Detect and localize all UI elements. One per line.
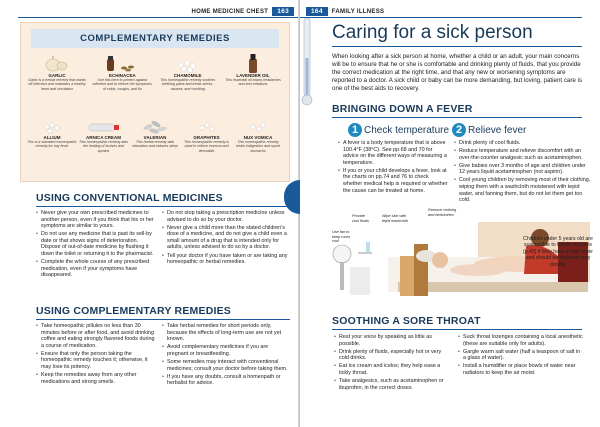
step-2-number: 2 xyxy=(452,123,466,137)
throat-rule xyxy=(332,329,582,330)
complementary-heading: USING COMPLEMENTARY REMEDIES xyxy=(36,305,232,317)
list-item: • Tell your doctor if you have taken or are taking any homeopathic or herbal remedies. xyxy=(162,253,290,266)
list-item: • Avoid complementary medicines if you are pregnant or breastfeeding. xyxy=(162,344,290,357)
step-1-number: 1 xyxy=(348,123,362,137)
step-1 xyxy=(348,123,449,137)
remedy-desc: Use this herb to protect against infection and to relieve the symptoms of colds, coughs, and flu xyxy=(92,78,152,91)
remedy-garlic xyxy=(27,53,87,91)
list-item: • Take herbal remedies for short periods only, because the effects of long-term use are not yet known. xyxy=(162,323,290,343)
step-2 xyxy=(452,123,526,137)
lavender-oil-image xyxy=(223,53,283,73)
remedy-nux-vomica xyxy=(233,115,283,153)
list-item: • Eat ice cream and icelos; they help ease a tickly throat. xyxy=(334,363,452,376)
list-item: • Do not stop taking a prescription medicine unless advised to do so by your doctor. xyxy=(162,210,290,223)
list-item: • Drink plenty of cool fluids. xyxy=(454,140,592,147)
step-1-label: Check temperature xyxy=(364,124,450,136)
running-head-right-label: FAMILY ILLNESS xyxy=(331,8,385,15)
remedy-row-1 xyxy=(27,53,283,91)
chamomile-image xyxy=(158,53,218,73)
remedy-desc: This herbal remedy aids relaxation and induces sleep xyxy=(132,140,178,149)
conventional-rule xyxy=(36,206,290,207)
right-page xyxy=(300,0,600,427)
title-rule xyxy=(332,46,582,47)
callout-wipe: Wipe skin with tepid washcloth xyxy=(382,214,409,223)
remedy-desc: This homeopathic remedy is used to relieve eczema and dermatitis xyxy=(184,140,229,153)
header-rule-right xyxy=(300,17,582,18)
list-item: • Drink plenty of fluids, especially hot or very cold drinks. xyxy=(334,349,452,362)
remedy-desc: This homeopathic remedy treats indigestion and upset stomachs xyxy=(236,140,280,153)
nux-vomica-image xyxy=(233,115,283,135)
valerian-image xyxy=(130,115,180,135)
list-item: • Ensure that only the person taking the homeopathic remedy touches it; otherwise, it may lose its potency. xyxy=(36,351,156,371)
list-item: • Complete the whole course of any prescribed medication, even if your symptoms have disappeared. xyxy=(36,259,156,279)
list-item: • A fever is a body temperature that is above 100.4°F (38°C). See pp.68 and 70 for advice on the different ways of measuring a temperature. xyxy=(338,140,448,166)
list-item: • Take homeopathic pillules no less than 30 minutes before or after food, and avoid drinking coffee and eating strongly flavored foods during a course of medication. xyxy=(36,323,156,349)
list-item: • Install a humidifier or place bowls of water near radiators to keep the air moist. xyxy=(458,363,584,376)
list-item: • Gargle warm salt water (half a teaspoon of salt in a glass of water). xyxy=(458,349,584,362)
running-head-left xyxy=(192,6,300,17)
remedy-echinacea xyxy=(92,53,152,91)
remedy-arnica-cream xyxy=(79,115,129,153)
throat-col-2 xyxy=(458,334,584,378)
list-item: • If you or your child develops a fever, look at the charts on pp.74 and 76 to check whether medical help is required or whether the cause can be treated at home. xyxy=(338,168,448,194)
remedy-name: CHAMOMILE xyxy=(173,73,202,78)
remedy-name: LAVENDER OIL xyxy=(236,73,270,78)
arnica-cream-image xyxy=(79,115,129,135)
conventional-col-1 xyxy=(36,210,156,280)
complementary-col-2 xyxy=(162,323,290,388)
list-item: • Do not use any medicine that is past its sell-by date or that shows signs of deterioration. Dispose of out-of-date medicine by flushing it down the toilet or returning it to the pharmacist. xyxy=(36,231,156,257)
fever-rule xyxy=(332,117,582,118)
callout-remove: Remove clothing and bedclothes xyxy=(428,208,457,217)
remedy-name: NUX VOMICA xyxy=(243,135,273,140)
remedy-name: VALERIAN xyxy=(143,135,167,140)
remedy-allium xyxy=(27,115,77,153)
list-item: • Reduce temperature and relieve discomfort with an over-the-counter analgesic such as acetaminophen. xyxy=(454,148,592,161)
list-item: • Take analgesics, such as acetaminophen or ibuprofen, in the correct doses. xyxy=(334,378,452,391)
intro-paragraph: When looking after a sick person at home, whether a child or an adult, your main concerns will be to ensure that he or she is comfortable and drinking plenty of fluids, that you provide the correct medication at the right time, and that any new or worsening symptoms are reported to a doctor. A sick child or baby can be more demanding, but loving, patient care is one of the best aids to recovery. xyxy=(332,53,583,92)
complementary-remedies-box xyxy=(20,22,290,182)
remedy-desc: This essential oil eases headaches and skin irritations xyxy=(225,78,281,87)
complementary-rule xyxy=(36,319,290,320)
thermometer-image xyxy=(300,18,314,108)
remedy-desc: This homeopathic remedy aids the healing of bruises and sprains xyxy=(79,140,128,153)
remedy-desc: Garlic is a herbal remedy that wards off infection and maintains a healthy heart and circulation xyxy=(28,78,86,91)
list-item: • If you have any doubts, consult a homeopath or herbalist for advice. xyxy=(162,374,290,387)
remedy-name: ARNICA CREAM xyxy=(85,135,122,140)
header-rule-left xyxy=(18,17,300,18)
remedy-name: ECHINACEA xyxy=(108,73,136,78)
garlic-image xyxy=(27,53,87,73)
remedy-name: GARLIC xyxy=(48,73,66,78)
conventional-col-2 xyxy=(162,210,290,267)
graphites-image xyxy=(182,115,232,135)
remedy-lavender-oil xyxy=(223,53,283,91)
remedy-desc: This is a standard homeopathic remedy for hay fever xyxy=(27,140,77,149)
complementary-col-1 xyxy=(36,323,156,387)
fever-heading: BRINGING DOWN A FEVER xyxy=(332,103,473,115)
step-2-list xyxy=(454,140,592,205)
list-item: • Cool young children by removing most of their clothing, wiping them with a washcloth moistened with tepid water, and fanning them, but do not let them get too cold. xyxy=(454,177,592,203)
callout-fan: Use fan to keep room cool xyxy=(332,230,350,244)
remedy-chamomile xyxy=(158,53,218,91)
echinacea-image xyxy=(92,53,152,73)
conventional-heading: USING CONVENTIONAL MEDICINES xyxy=(36,192,223,204)
throat-col-1 xyxy=(334,334,452,393)
list-item: • Never give a child more than the stated children's dose of a medicine, and do not give a child even a small amount of a drug that is intended only for adults, unless advised to do so by a doctor. xyxy=(162,225,290,251)
list-item: • Keep the remedies away from any other medications and strong smells. xyxy=(36,372,156,385)
remedy-name: ALLIUM xyxy=(43,135,61,140)
step-2-label: Relieve fever xyxy=(468,124,527,136)
remedy-desc: This homeopathic remedy soothes teething pains and treats stress, nausea, and vomiting xyxy=(160,78,216,91)
running-head-right xyxy=(300,6,384,17)
febrile-seizure-note: Children under 5 years old are susceptible to febrile seizures (p.43) if they have a high fever and should be watched very closely. xyxy=(522,236,594,268)
remedy-name: GRAPHITES xyxy=(193,135,220,140)
running-head-left-label: HOME MEDICINE CHEST xyxy=(191,8,269,15)
remedy-graphites xyxy=(182,115,232,153)
list-item: • Some remedies may interact with conventional medicines; consult your doctor before taking them. xyxy=(162,359,290,372)
remedy-row-2 xyxy=(27,115,283,153)
list-item: • Give babies over 3 months of age and children under 12 years liquid acetaminophen (not aspirin). xyxy=(454,163,592,176)
remedy-valerian xyxy=(130,115,180,153)
list-item: • Suck throat lozenges containing a local anesthetic (these are suitable only for adults). xyxy=(458,334,584,347)
page-number-right: 164 xyxy=(306,7,328,16)
remedies-title: COMPLEMENTARY REMEDIES xyxy=(31,29,279,48)
page-title: Caring for a sick person xyxy=(332,22,533,43)
list-item: • Never give your own prescribed medicines to another person, even if you think that his or her symptoms are similar to yours. xyxy=(36,210,156,230)
callout-fluids: Provide cool fluids xyxy=(352,214,369,223)
list-item: • Rest your voice by speaking as little as possible. xyxy=(334,334,452,347)
throat-heading: SOOTHING A SORE THROAT xyxy=(332,315,481,327)
allium-image xyxy=(27,115,77,135)
step-1-list xyxy=(338,140,448,196)
page-number-left: 163 xyxy=(272,7,294,16)
